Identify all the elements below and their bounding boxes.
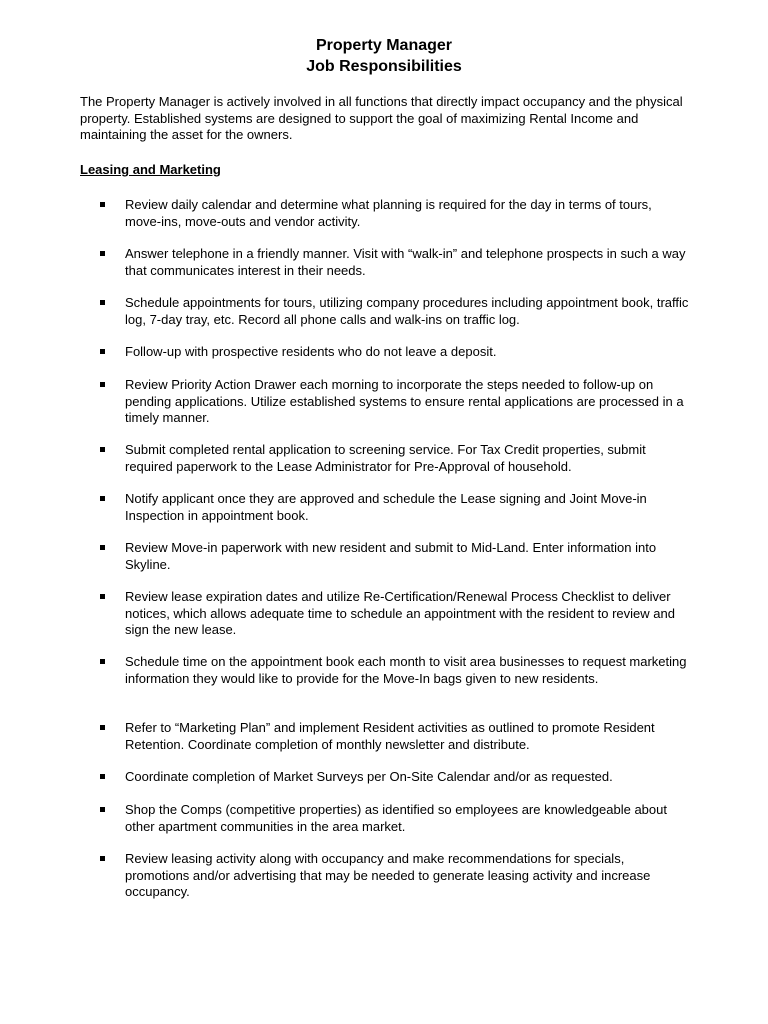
list-item-text: Review leasing activity along with occupancy and make recommendations for specials, promotions and/or advertising that may be needed to generate leasing activity and increase occupancy. [125, 851, 651, 899]
square-bullet-icon [100, 856, 105, 861]
list-item-text: Review daily calendar and determine what planning is required for the day in terms of tours, move-ins, move-outs and vendor activity. [125, 197, 652, 229]
square-bullet-icon [100, 496, 105, 501]
list-item-text: Review Priority Action Drawer each morning to incorporate the steps needed to follow-up on pending applications. Utilize established systems to ensure rental applications are processed in a timely manner. [125, 377, 684, 425]
intro-paragraph: The Property Manager is actively involved in all functions that directly impact occupancy and the physical property. Established systems are designed to support the goal of maximizing Rental Income and maintaining the asset for the owners. [80, 94, 683, 142]
square-bullet-icon [100, 774, 105, 779]
list-item-text: Notify applicant once they are approved and schedule the Lease signing and Joint Move-in Inspection in appointment book. [125, 491, 647, 523]
list-item-text: Review lease expiration dates and utilize Re-Certification/Renewal Process Checklist to deliver notices, which allows adequate time to schedule an appointment with the resident to review and sign the new lease. [125, 589, 675, 637]
list-item-text: Follow-up with prospective residents who do not leave a deposit. [125, 344, 497, 359]
list-item-text: Refer to “Marketing Plan” and implement Resident activities as outlined to promote Resident Retention. Coordinate completion of monthly newsletter and distribute. [125, 720, 655, 752]
square-bullet-icon [100, 545, 105, 550]
square-bullet-icon [100, 725, 105, 730]
square-bullet-icon [100, 382, 105, 387]
square-bullet-icon [100, 447, 105, 452]
list-item-text: Coordinate completion of Market Surveys per On-Site Calendar and/or as requested. [125, 769, 613, 784]
square-bullet-icon [100, 300, 105, 305]
square-bullet-icon [100, 807, 105, 812]
square-bullet-icon [100, 349, 105, 354]
square-bullet-icon [100, 594, 105, 599]
document-title: Property Manager [315, 37, 453, 54]
list-item-text: Submit completed rental application to screening service. For Tax Credit properties, submit required paperwork to the Lease Administrator for Pre-Approval of household. [125, 442, 646, 474]
list-item-text: Answer telephone in a friendly manner. Visit with “walk-in” and telephone prospects in such a way that communicates interest in their needs. [125, 246, 686, 278]
document-subtitle: Job Responsibilities [306, 58, 462, 75]
square-bullet-icon [100, 659, 105, 664]
list-item-text: Schedule appointments for tours, utilizing company procedures including appointment book, traffic log, 7-day tray, etc. Record all phone calls and walk-ins on traffic log. [125, 295, 689, 327]
section-heading-leasing-marketing: Leasing and Marketing [80, 162, 221, 177]
square-bullet-icon [100, 202, 105, 207]
square-bullet-icon [100, 251, 105, 256]
list-item-text: Shop the Comps (competitive properties) as identified so employees are knowledgeable about other apartment communities in the area market. [125, 802, 667, 834]
list-item-text: Schedule time on the appointment book each month to visit area businesses to request marketing information they would like to provide for the Move-In bags given to new residents. [125, 654, 687, 686]
list-item-text: Review Move-in paperwork with new resident and submit to Mid-Land. Enter information into Skyline. [125, 540, 657, 572]
